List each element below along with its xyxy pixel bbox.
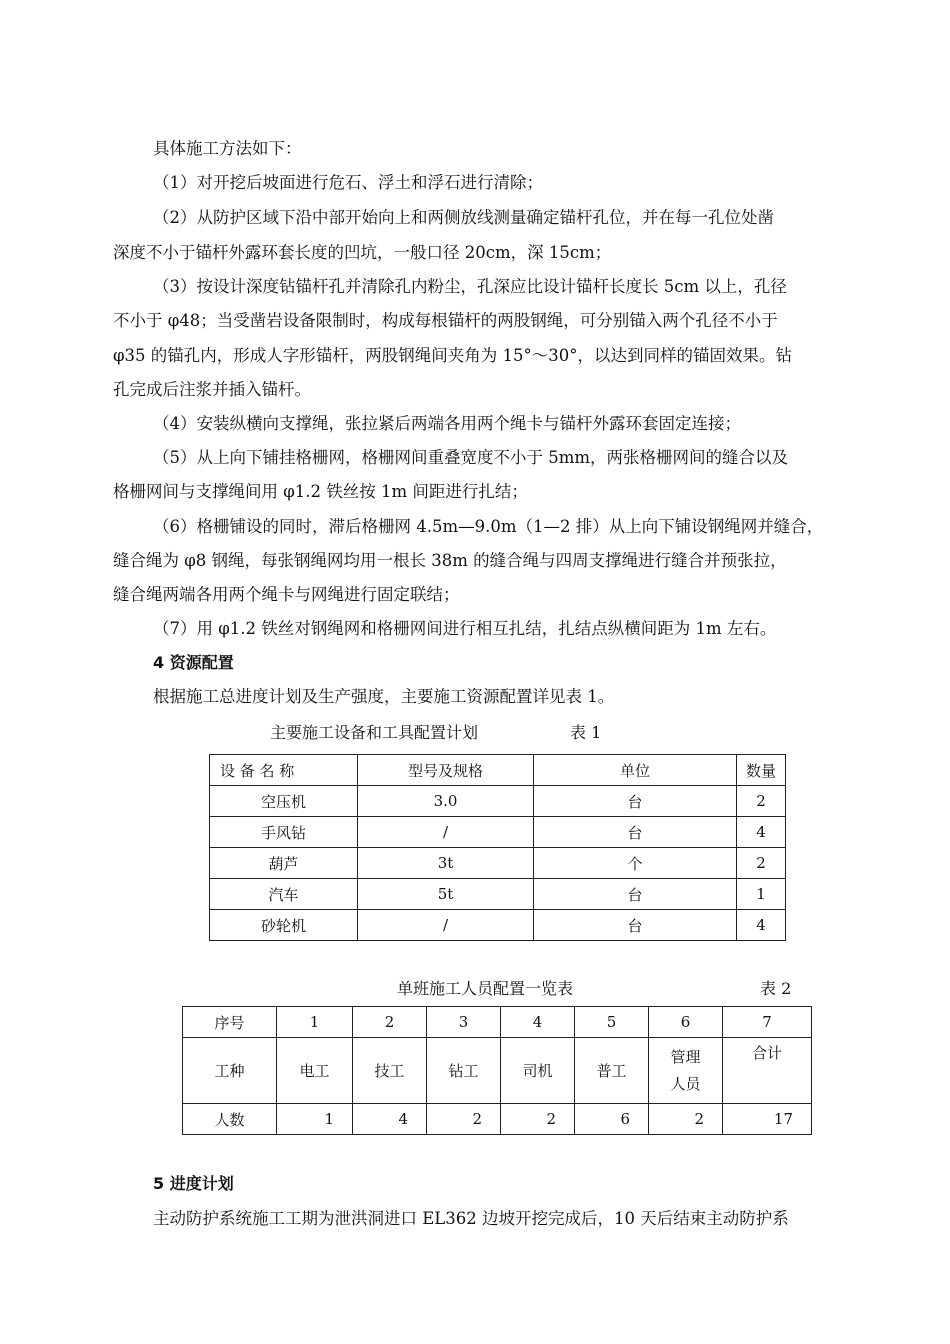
equipment-quantity: 4 (737, 910, 786, 941)
trade-cell-total: 合计 (723, 1038, 812, 1104)
column-number: 5 (575, 1007, 649, 1038)
header-model: 型号及规格 (358, 755, 534, 786)
table-2-number: 表 2 (760, 979, 792, 998)
equipment-table (209, 754, 786, 941)
trade-cell: 钻工 (427, 1038, 501, 1104)
count-cell: 2 (649, 1104, 723, 1135)
section-5-heading: 5 进度计划 (153, 1174, 234, 1193)
row-label-trade: 工种 (183, 1038, 277, 1104)
step-5-line-1: （5）从上向下铺挂格栅网，格栅网间重叠宽度不小于 5mm，两张格栅网间的缝合以及 (153, 448, 789, 467)
step-3-line-2: 不小于 φ48；当受凿岩设备限制时，构成每根锚杆的两股钢绳，可分别锚入两个孔径不小于 (113, 311, 778, 330)
step-6-line-3: 缝合绳两端各用两个绳卡与网绳进行固定联结； (113, 585, 460, 604)
header-quantity: 数量 (737, 755, 786, 786)
column-number: 4 (501, 1007, 575, 1038)
step-2-line-2: 深度不小于锚杆外露环套长度的凹坑，一般口径 20cm，深 15cm； (113, 243, 612, 262)
column-number: 3 (427, 1007, 501, 1038)
trade-cell: 技工 (353, 1038, 427, 1104)
column-number: 1 (277, 1007, 353, 1038)
count-cell: 2 (427, 1104, 501, 1135)
count-cell: 1 (277, 1104, 353, 1135)
column-number: 2 (353, 1007, 427, 1038)
trade-cell-management (649, 1038, 723, 1104)
step-1: （1）对开挖后坡面进行危石、浮土和浮石进行清除； (153, 173, 543, 192)
table-row (183, 1104, 812, 1135)
equipment-quantity: 2 (737, 848, 786, 879)
table-row (210, 817, 786, 848)
step-4: （4）安装纵横向支撑绳，张拉紧后两端各用两个绳卡与锚杆外露环套固定连接； (153, 414, 741, 433)
trade-management-line-1: 管理 (670, 1047, 701, 1066)
equipment-quantity: 2 (737, 786, 786, 817)
step-3-line-1: （3）按设计深度钻锚杆孔并清除孔内粉尘，孔深应比设计锚杆长度长 5cm 以上，孔径 (153, 277, 787, 296)
equipment-unit: 台 (534, 910, 737, 941)
step-3-line-4: 孔完成后注浆并插入锚杆。 (113, 380, 311, 399)
column-number: 6 (649, 1007, 723, 1038)
count-cell: 2 (501, 1104, 575, 1135)
count-cell: 4 (353, 1104, 427, 1135)
step-6-line-2: 缝合绳为 φ8 钢绳，每张钢绳网均用一根长 38m 的缝合绳与四周支撑绳进行缝合并预张拉， (113, 551, 787, 570)
step-5-line-2: 格栅网间与支撑绳间用 φ1.2 铁丝按 1m 间距进行扎结； (113, 482, 528, 501)
table-row (183, 1007, 812, 1038)
equipment-model: 5t (358, 879, 534, 910)
header-unit: 单位 (534, 755, 737, 786)
equipment-model: 3t (358, 848, 534, 879)
trade-cell: 电工 (277, 1038, 353, 1104)
trade-cell: 司机 (501, 1038, 575, 1104)
equipment-name: 砂轮机 (210, 910, 358, 941)
equipment-unit: 台 (534, 786, 737, 817)
equipment-model: / (358, 910, 534, 941)
table-1-caption: 主要施工设备和工具配置计划 (270, 723, 479, 742)
section-4-text: 根据施工总进度计划及生产强度，主要施工资源配置详见表 1。 (153, 687, 615, 706)
table-header-row (210, 755, 786, 786)
row-label-count: 人数 (183, 1104, 277, 1135)
paragraph-intro: 具体施工方法如下： (153, 139, 302, 158)
equipment-quantity: 1 (737, 879, 786, 910)
equipment-model: 3.0 (358, 786, 534, 817)
step-7: （7）用 φ1.2 铁丝对钢绳网和格栅网间进行相互扎结，扎结点纵横间距为 1m 左右。 (153, 619, 777, 638)
equipment-unit: 台 (534, 817, 737, 848)
equipment-quantity: 4 (737, 817, 786, 848)
equipment-name: 手风钻 (210, 817, 358, 848)
column-number: 7 (723, 1007, 812, 1038)
table-row (210, 786, 786, 817)
header-equipment-name: 设 备 名 称 (210, 755, 358, 786)
table-1-number: 表 1 (570, 723, 602, 742)
trade-cell: 普工 (575, 1038, 649, 1104)
table-row (183, 1038, 812, 1104)
count-cell: 6 (575, 1104, 649, 1135)
equipment-unit: 台 (534, 879, 737, 910)
table-2-caption: 单班施工人员配置一览表 (397, 979, 574, 998)
step-6-line-1: （6）格栅铺设的同时，滞后格栅网 4.5m—9.0m（1—2 排）从上向下铺设钢绳网并缝合， (153, 517, 824, 536)
equipment-unit: 个 (534, 848, 737, 879)
equipment-name: 汽车 (210, 879, 358, 910)
step-3-line-3: φ35 的锚孔内，形成人字形锚杆，两股钢绳间夹角为 15°～30°，以达到同样的锚固效果。钻 (113, 346, 793, 365)
equipment-name: 空压机 (210, 786, 358, 817)
equipment-name: 葫芦 (210, 848, 358, 879)
equipment-model: / (358, 817, 534, 848)
section-4-heading: 4 资源配置 (153, 653, 234, 672)
count-cell-total: 17 (723, 1104, 812, 1135)
trade-management-line-2: 人员 (670, 1074, 701, 1093)
table-row (210, 910, 786, 941)
table-row (210, 848, 786, 879)
section-5-text: 主动防护系统施工工期为泄洪洞进口 EL362 边坡开挖完成后，10 天后结束主动防护系 (153, 1209, 789, 1228)
table-row (210, 879, 786, 910)
step-2-line-1: （2）从防护区域下沿中部开始向上和两侧放线测量确定锚杆孔位，并在每一孔位处凿 (153, 208, 774, 227)
row-label-number: 序号 (183, 1007, 277, 1038)
staffing-table (182, 1006, 812, 1135)
